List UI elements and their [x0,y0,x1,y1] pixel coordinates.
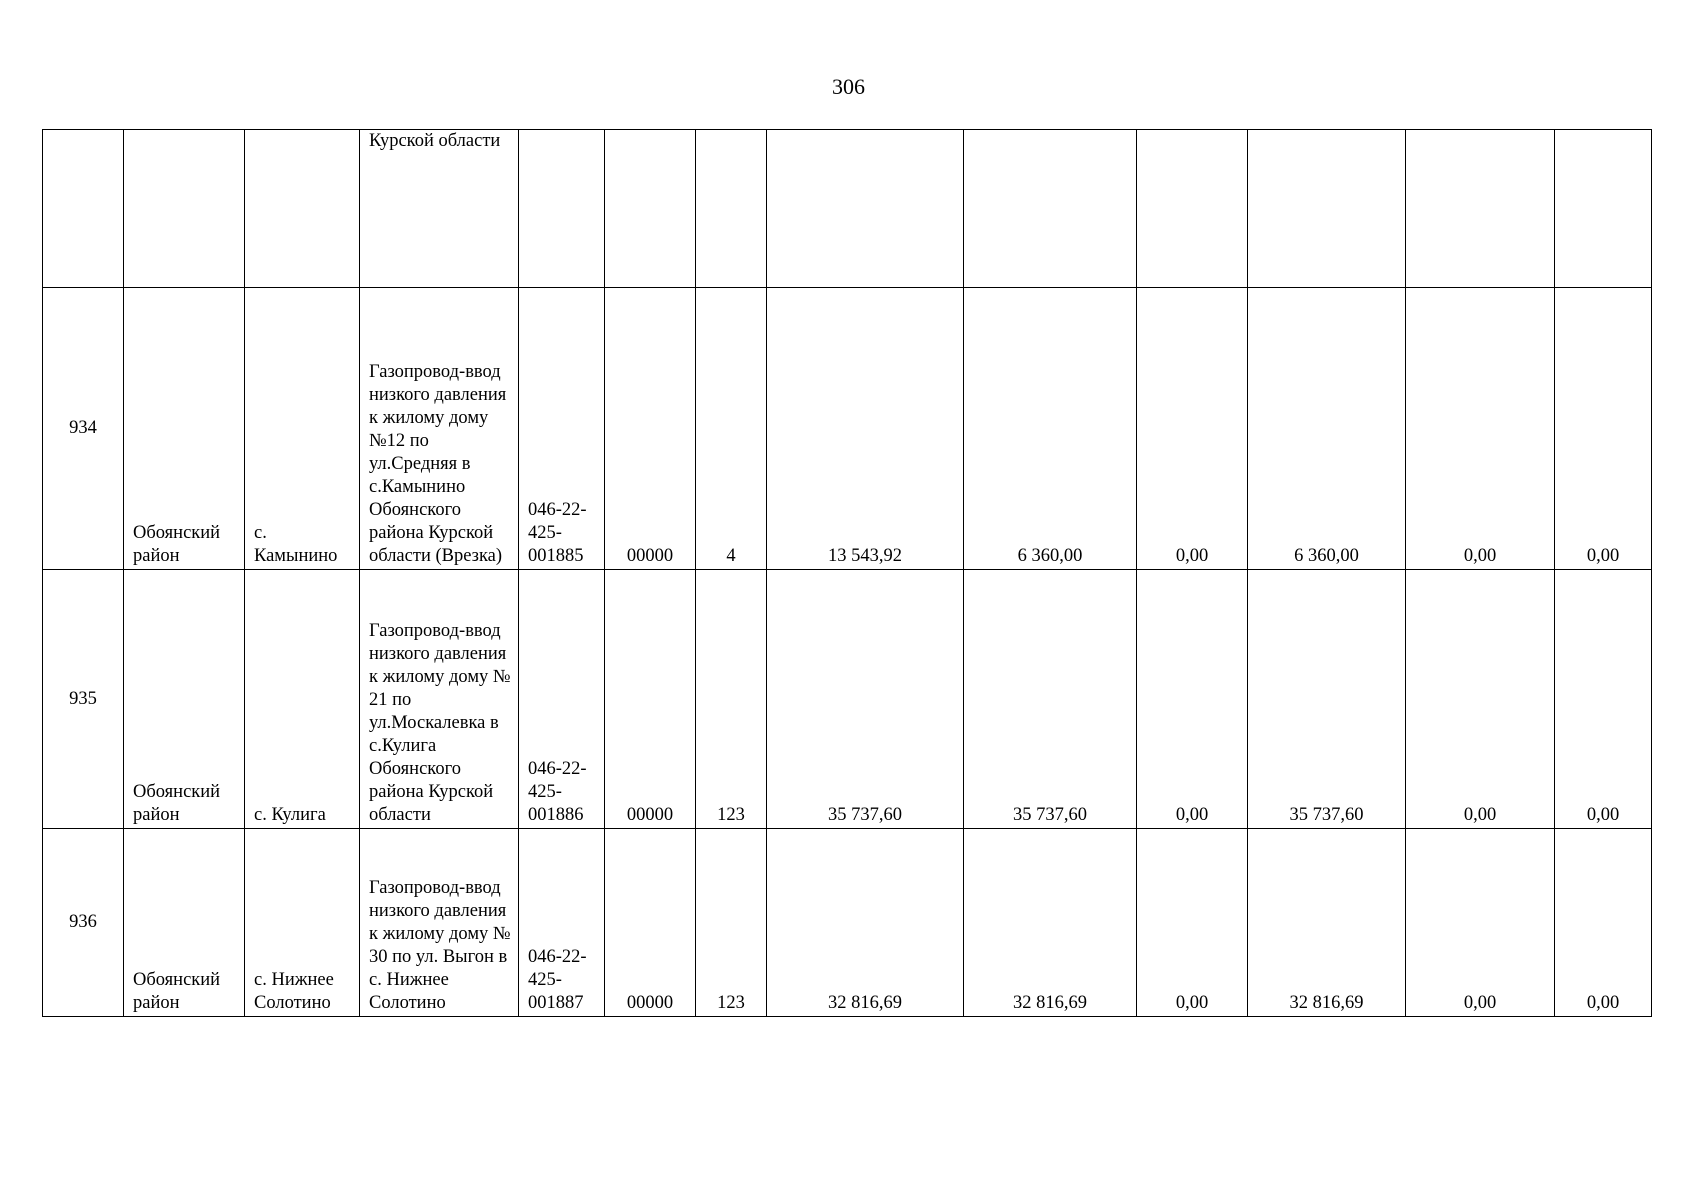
cell-col6: 00000 [605,570,696,829]
cell-col13 [1555,130,1652,288]
cell-col11: 6 360,00 [1248,288,1406,570]
cell-col13: 0,00 [1555,288,1652,570]
cell-col9: 32 816,69 [964,829,1137,1017]
cell-col10: 0,00 [1137,288,1248,570]
cell-description: Газопровод-ввод низкого давления к жилому дому № 21 по ул.Москалевка в с.Кулига Обоянского района Курской области [360,570,519,829]
table-row [43,288,1652,570]
cell-district: Обоянский район [124,570,245,829]
page-number: 306 [832,74,865,99]
cell-num [43,130,124,288]
cell-col12: 0,00 [1406,829,1555,1017]
cell-col7: 123 [696,829,767,1017]
cell-col12 [1406,130,1555,288]
cell-col11: 32 816,69 [1248,829,1406,1017]
cell-num: 934 [43,288,124,570]
cell-district: Обоянский район [124,288,245,570]
data-table [42,129,1652,1017]
cell-description: Курской области [360,130,519,288]
cell-locality: с. Нижнее Солотино [245,829,360,1017]
cell-col12: 0,00 [1406,570,1555,829]
cell-locality: с. Камынино [245,288,360,570]
cell-code: 046-22-425-001887 [519,829,605,1017]
cell-col6: 00000 [605,829,696,1017]
cell-col7 [696,130,767,288]
cell-district [124,130,245,288]
cell-col6 [605,130,696,288]
cell-col9: 6 360,00 [964,288,1137,570]
cell-num: 936 [43,829,124,1017]
table-row-continuation [43,130,1652,288]
cell-col10: 0,00 [1137,570,1248,829]
cell-col11 [1248,130,1406,288]
cell-col13: 0,00 [1555,829,1652,1017]
cell-col12: 0,00 [1406,288,1555,570]
cell-col8: 35 737,60 [767,570,964,829]
cell-locality [245,130,360,288]
table-row [43,829,1652,1017]
cell-code: 046-22-425-001885 [519,288,605,570]
cell-col8 [767,130,964,288]
cell-description: Газопровод-ввод низкого давления к жилому дому № 30 по ул. Выгон в с. Нижнее Солотино [360,829,519,1017]
cell-num: 935 [43,570,124,829]
cell-col11: 35 737,60 [1248,570,1406,829]
cell-col9 [964,130,1137,288]
cell-col8: 32 816,69 [767,829,964,1017]
cell-district: Обоянский район [124,829,245,1017]
cell-col10: 0,00 [1137,829,1248,1017]
cell-col7: 4 [696,288,767,570]
cell-col10 [1137,130,1248,288]
cell-col7: 123 [696,570,767,829]
cell-code: 046-22-425-001886 [519,570,605,829]
cell-col13: 0,00 [1555,570,1652,829]
cell-col8: 13 543,92 [767,288,964,570]
cell-code [519,130,605,288]
cell-col6: 00000 [605,288,696,570]
cell-description: Газопровод-ввод низкого давления к жилому дому №12 по ул.Средняя в с.Камынино Обоянского района Курской области (Врезка) [360,288,519,570]
cell-locality: с. Кулига [245,570,360,829]
table-row [43,570,1652,829]
cell-col9: 35 737,60 [964,570,1137,829]
